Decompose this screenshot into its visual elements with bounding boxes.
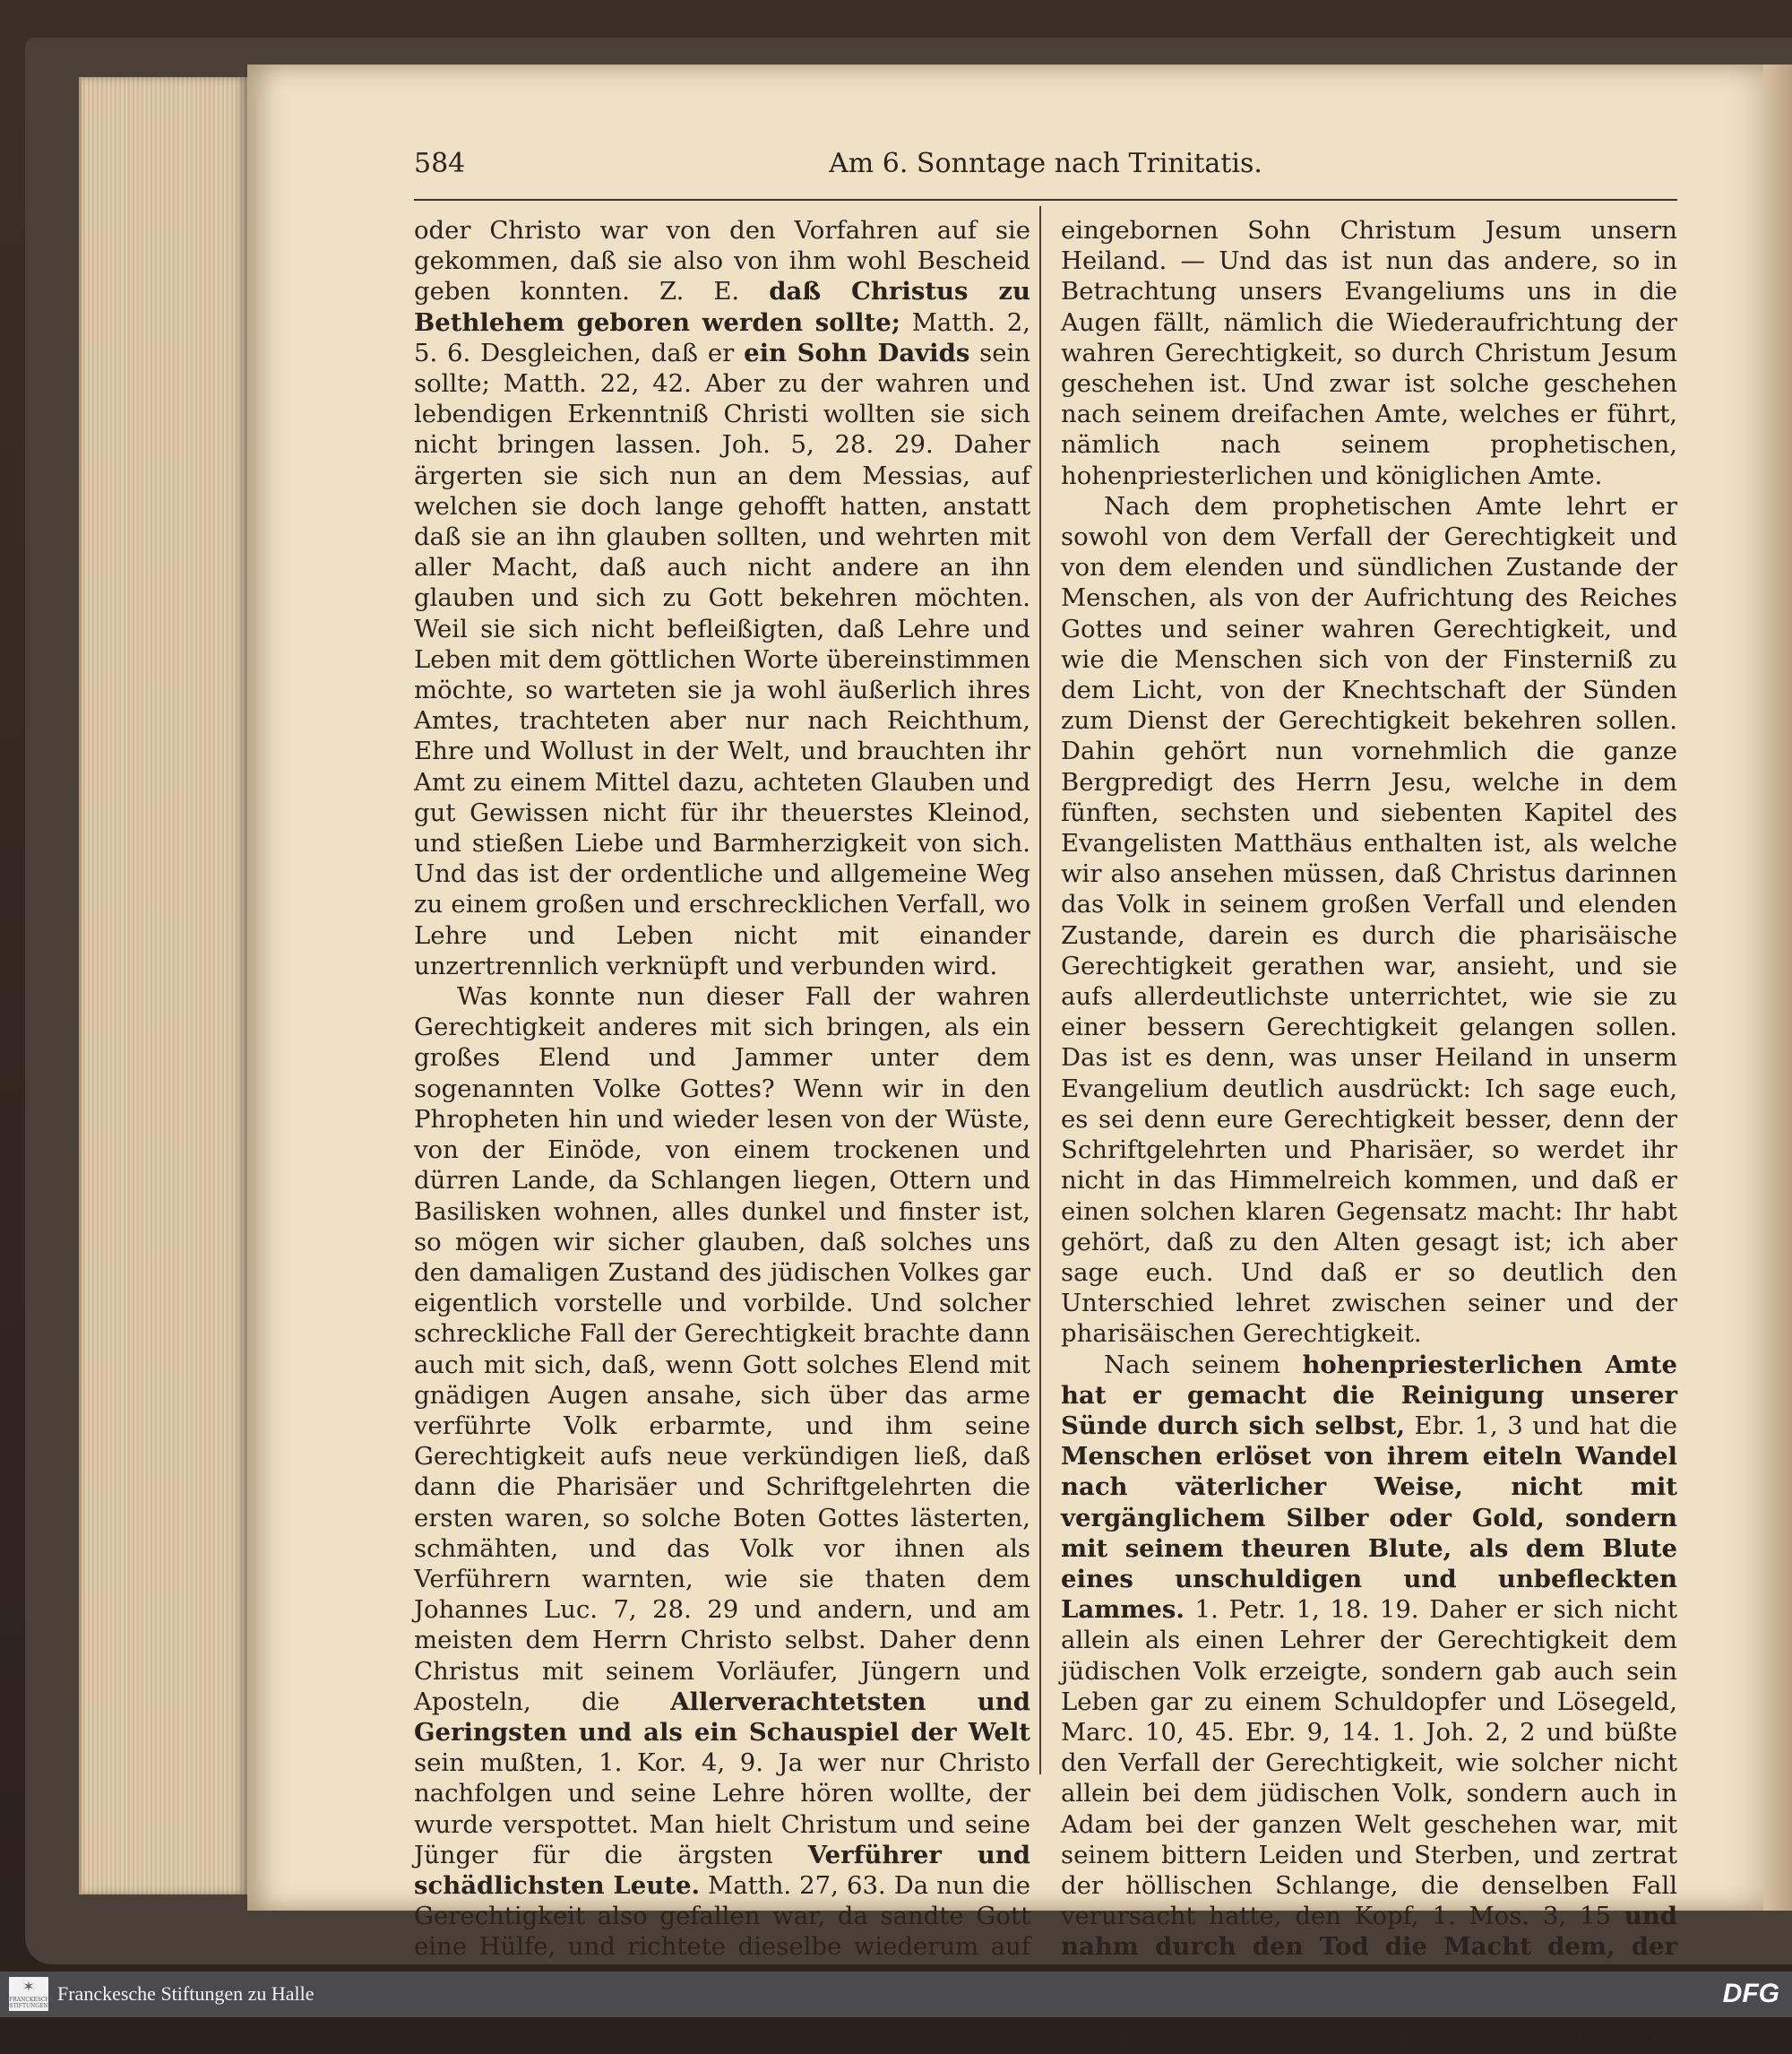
emphasis-text: daß Christus zu Bethlehem geboren werden sollte; <box>414 277 1030 337</box>
next-page-edge <box>1763 65 1792 1911</box>
dfg-logo[interactable]: DFG <box>1722 1979 1779 2008</box>
institution-name[interactable]: Franckesche Stiftungen zu Halle <box>57 1982 314 2005</box>
running-head-title: Am 6. Sonntage nach Trinitatis. <box>829 148 1262 179</box>
footer-bar <box>0 1972 1792 2017</box>
emphasis-text: und nahm durch den Tod die Macht dem, der <box>1061 1902 1677 1962</box>
text-run: sein sollte; Matth. 22, 42. Aber zu der wahren und lebendigen Erkenntniß Christi wollten sie sich nicht bringen lassen. Joh. 5, 28. 29. Daher ärgerten sie sich nun an dem Messias, auf welchen sie doch lange gehofft hatten, anstatt daß sie an ihn glauben sollten, und wehrten mit aller Macht, daß auch nicht andere an ihn glauben und sich zu Gott bekehren möchten. Weil sie sich nicht befleißigten, daß Lehre und Leben mit dem göttlichen Worte übereinstimmen möchte, so warteten sie ja wohl äußerlich ihres Amtes, trachteten aber nur nach Reichthum, Ehre und Wollust in der Welt, und brauchten ihr Amt zu einem Mittel dazu, achteten Glauben und gut Gewissen nicht für ihr theuerstes Kleinod, und stießen Liebe und Barmherzigkeit von sich. Und das ist der ordentliche und allgemeine Weg zu einem großen und erschrecklichen Verfall, wo Lehre und Leben nicht mit einander unzertrennlich verknüpft und verbunden wird. <box>414 338 1031 980</box>
seal-icon: ✶ <box>22 1978 35 1995</box>
text-run: eine menschliche Gerechtigkeit, die aus dem Ge- <box>1061 2024 1674 2053</box>
emphasis-text: Allerverachtetsten und Geringsten und als ein Schauspiel der Welt <box>414 1687 1030 1747</box>
text-run: Matth. 27, 63. Da nun die Gerechtigkeit also gefallen war, da sandte Gott eine Hülfe, und richtete dieselbe wiederum auf <box>414 1870 1030 1962</box>
text-run: Nach seinem <box>1104 1350 1303 1379</box>
column-divider <box>1039 206 1041 1774</box>
emphasis-text: Verführer und schädlichsten Leute. <box>414 1840 1030 1900</box>
running-head <box>414 148 1677 187</box>
text-run: sein mußten, 1. Kor. 4, 9. Ja wer nur Christo nachfolgen und seine Lehre hören wollte, der wurde verspottet. Man hielt Christum und seine Jünger für die ärgsten <box>414 1748 1030 1869</box>
text-run: Matth. 2, 5. 6. Desgleichen, daß er <box>414 307 1030 367</box>
paragraph <box>1061 215 1677 491</box>
page-number: 584 <box>414 148 466 179</box>
left-column <box>414 215 1031 1962</box>
text-run: oder Christo war von den Vorfahren auf sie gekommen, daß sie also von ihm wohl Bescheid geben konnten. Z. E. <box>414 216 1030 306</box>
emphasis-text: hohenpriesterlichen Amte hat er gemacht die Reinigung unserer Sünde durch sich selbst, <box>1061 1350 1677 1440</box>
paragraph <box>1061 1350 1677 2054</box>
emphasis-text: Menschen erlöset von ihrem eiteln Wandel nach väterlicher Weise, nicht mit vergänglichem Silber oder Gold, sondern mit seinem theuren Blute, als dem Blute eines unschuldigen und unbefleckten Lammes. <box>1061 1442 1677 1625</box>
paragraph <box>414 981 1030 1993</box>
institution-logo <box>9 1977 55 2011</box>
page-edges <box>79 77 247 1894</box>
text-run: Nach dem prophetischen Amte lehrt er sowohl von dem Verfall der Gerechtigkeit und von dem elenden und sündlichen Zustande der Menschen, als von der Aufrichtung des Reiches Gottes und seiner wahren Gerechtigkeit, und wie die Menschen sich von der Finsterniß zu dem Licht, von der Knechtschaft der Sünden zum Dienst der Gerechtigkeit bekehren sollen. Dahin gehört nun vornehmlich die ganze Bergpredigt des Herrn Jesu, welche in dem fünften, sechsten und siebenten Kapitel des Evangelisten Matthäus enthalten ist, als welche wir also ansehen müssen, daß Christus darinnen das Volk in seinem großen Verfall und elenden Zustande, darein es durch die pharisäische Gerechtigkeit gerathen war, ansieht, und sie aufs allerdeutlichste unterrichtet, wie sie zu einer bessern Gerechtigkeit gelangen sollen. Das ist es denn, was unser Heiland in unserm Evangelium deutlich ausdrückt: Ich sage euch, es sei denn eure Gerechtigkeit besser, denn der Schriftgelehrten und Pharisäer, so werdet ihr nicht in das Himmelreich kommen, und daß er einen solchen klaren Gegensatz macht: Ihr habt gehört, daß zu den Alten gesagt ist; ich aber sage euch. Und daß er so deutlich den Unterschied lehret zwischen seiner und der pharisäischen Gerechtigkeit. <box>1061 491 1677 1349</box>
emphasis-text: ein Sohn Davids <box>744 338 970 367</box>
paragraph <box>1061 491 1677 1350</box>
header-rule <box>414 199 1677 201</box>
text-run: Was konnte nun dieser Fall der wahren Gerechtigkeit anderes mit sich bringen, als ein großes Elend und Jammer unter dem sogenannten Volke Gottes? Wenn wir in den Phropheten hin und wieder lesen von der Wüste, von der Einöde, von einem trockenen und dürren Lande, da Schlangen liegen, Ottern und Basilisken wohnen, alles dunkel und finster ist, so mögen wir sicher glauben, daß solches uns den damaligen Zustand des jüdischen Volkes gar eigentlich vorstelle und vorbilde. Und solcher schreckliche Fall der Gerechtigkeit brachte dann auch mit sich, daß, wenn Gott solches Elend mit gnädigen Augen ansahe, sich über das arme verführte Volk erbarmte, und ihm seine Gerechtigkeit aufs neue verkündigen ließ, daß dann die Pharisäer und Schriftgelehrten die ersten waren, so solche Boten Gottes lästerten, schmähten, und das Volk vor ihnen als Verführern warnten, wie sie thaten dem Johannes Luc. 7, 28. 29 und andern, und am meisten dem Herrn Christo selbst. Daher denn Christus mit seinem Vorläufer, Jüngern und Aposteln, die <box>414 982 1030 1716</box>
text-run: 1. Petr. 1, 18. 19. Daher er sich nicht allein als einen Lehrer der Gerechtigkeit dem jüdischen Volk erzeigte, sondern gab auch sein Leben gar zu einem Schuldopfer und Lösegeld, Marc. 10, 45. Ebr. 9, 14. 1. Joh. 2, 2 und büßte den Verfall der Gerechtigkeit, wie solcher nicht allein bei dem jüdischen Volk, sondern auch in Adam bei der ganzen Welt geschehen war, mit seinem bittern Leiden und Sterben, und zertrat der höllischen Schlange, die denselben Fall verursacht hatte, den Kopf, 1. Mos. 3, 15 <box>1061 1595 1677 1931</box>
text-run: eingebornen Sohn Christum Jesum unsern Heiland. — Und das ist nun das andere, so in Betrachtung unsers Evangeliums uns in die Augen fällt, nämlich die Wiederaufrichtung der wahren Gerechtigkeit, so durch Christum Jesum geschehen ist. Und zwar ist solche geschehen nach seinem dreifachen Amte, welches er führt, nämlich nach seinem prophetischen, hohenpriesterlichen und königlichen Amte. <box>1061 216 1677 490</box>
paragraph <box>414 215 1030 981</box>
right-column <box>1061 215 1678 2053</box>
text-run: Ebr. 1, 3 und hat die <box>1405 1411 1678 1440</box>
logo-text: FRANCKESCHE STIFTUNGEN <box>9 1997 55 2009</box>
